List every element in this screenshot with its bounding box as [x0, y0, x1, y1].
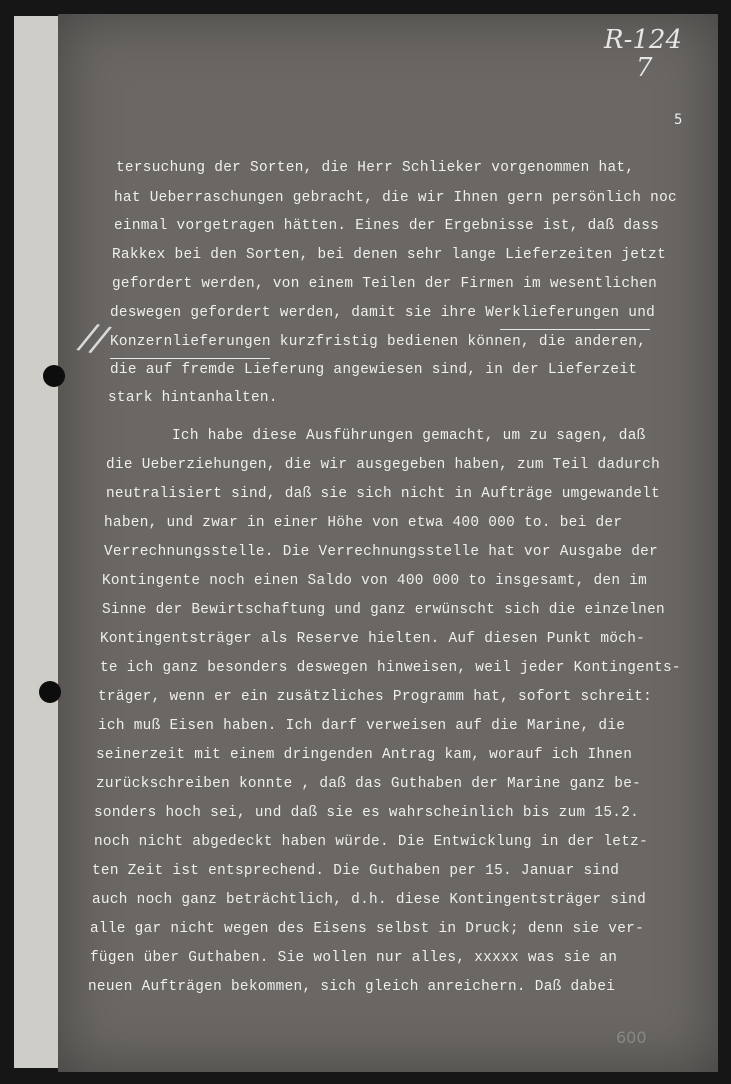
text-line: tersuchung der Sorten, die Herr Schlieker vorgenommen hat,	[116, 160, 635, 176]
punch-hole-top	[43, 365, 65, 387]
text-line: ten Zeit ist entsprechend. Die Guthaben per 15. Januar sind	[92, 863, 620, 879]
text-line: neuen Aufträgen bekommen, sich gleich anreichern. Daß dabei	[88, 979, 616, 995]
text-line: hat Ueberraschungen gebracht, die wir Ihnen gern persönlich noc	[114, 190, 677, 206]
text-line: einmal vorgetragen hätten. Eines der Ergebnisse ist, daß dass	[114, 218, 660, 234]
text-line: stark hintanhalten.	[108, 390, 278, 406]
text-line: deswegen gefordert werden, damit sie ihre Werklieferungen und	[110, 305, 656, 321]
text-line: zurückschreiben konnte , daß das Guthaben der Marine ganz be-	[96, 776, 642, 792]
text-line: auch noch ganz beträchtlich, d.h. diese Kontingentsträger sind	[92, 892, 647, 908]
folio-stamp: 600	[616, 1028, 647, 1047]
text-line: Sinne der Bewirtschaftung und ganz erwünscht sich die einzelnen	[102, 602, 665, 618]
text-line: alle gar nicht wegen des Eisens selbst in Druck; denn sie ver-	[90, 921, 645, 937]
handwritten-underline	[110, 358, 270, 359]
archive-mark	[604, 26, 694, 82]
text-line: Konzernlieferungen kurzfristig bedienen können, die anderen,	[110, 334, 647, 350]
page-number: 5	[674, 112, 683, 128]
margin-mark: //	[78, 315, 111, 362]
archive-mark-number: 7	[636, 53, 653, 83]
text-line: die auf fremde Lieferung angewiesen sind, in der Lieferzeit	[110, 362, 638, 378]
handwritten-underline	[500, 329, 650, 330]
text-line: träger, wenn er ein zusätzliches Programm hat, sofort schreit:	[98, 689, 653, 705]
text-line: fügen über Guthaben. Sie wollen nur alles, xxxxx was sie an	[90, 950, 618, 966]
text-line: Kontingentsträger als Reserve hielten. Auf diesen Punkt möch-	[100, 631, 646, 647]
text-line: noch nicht abgedeckt haben würde. Die Entwicklung in der letz-	[94, 834, 649, 850]
text-line: Kontingente noch einen Saldo von 400 000 to insgesamt, den im	[102, 573, 648, 589]
punch-hole-bottom	[39, 681, 61, 703]
text-line: ich muß Eisen haben. Ich darf verweisen auf die Marine, die	[98, 718, 626, 734]
text-line: gefordert werden, von einem Teilen der Firmen im wesentlichen	[112, 276, 658, 292]
archive-mark-code: R-124	[604, 25, 682, 55]
text-line: haben, und zwar in einer Höhe von etwa 400 000 to. bei der	[104, 515, 623, 531]
text-line: sonders hoch sei, und daß sie es wahrscheinlich bis zum 15.2.	[94, 805, 640, 821]
text-line: Ich habe diese Ausführungen gemacht, um zu sagen, daß	[172, 428, 646, 444]
text-line: Verrechnungsstelle. Die Verrechnungsstelle hat vor Ausgabe der	[104, 544, 659, 560]
text-line: seinerzeit mit einem dringenden Antrag kam, worauf ich Ihnen	[96, 747, 633, 763]
text-line: te ich ganz besonders deswegen hinweisen, weil jeder Kontingents-	[100, 660, 681, 676]
text-line: die Ueberziehungen, die wir ausgegeben haben, zum Teil dadurch	[106, 457, 661, 473]
text-line: Rakkex bei den Sorten, bei denen sehr lange Lieferzeiten jetzt	[112, 247, 667, 263]
text-line: neutralisiert sind, daß sie sich nicht in Aufträge umgewandelt	[106, 486, 661, 502]
